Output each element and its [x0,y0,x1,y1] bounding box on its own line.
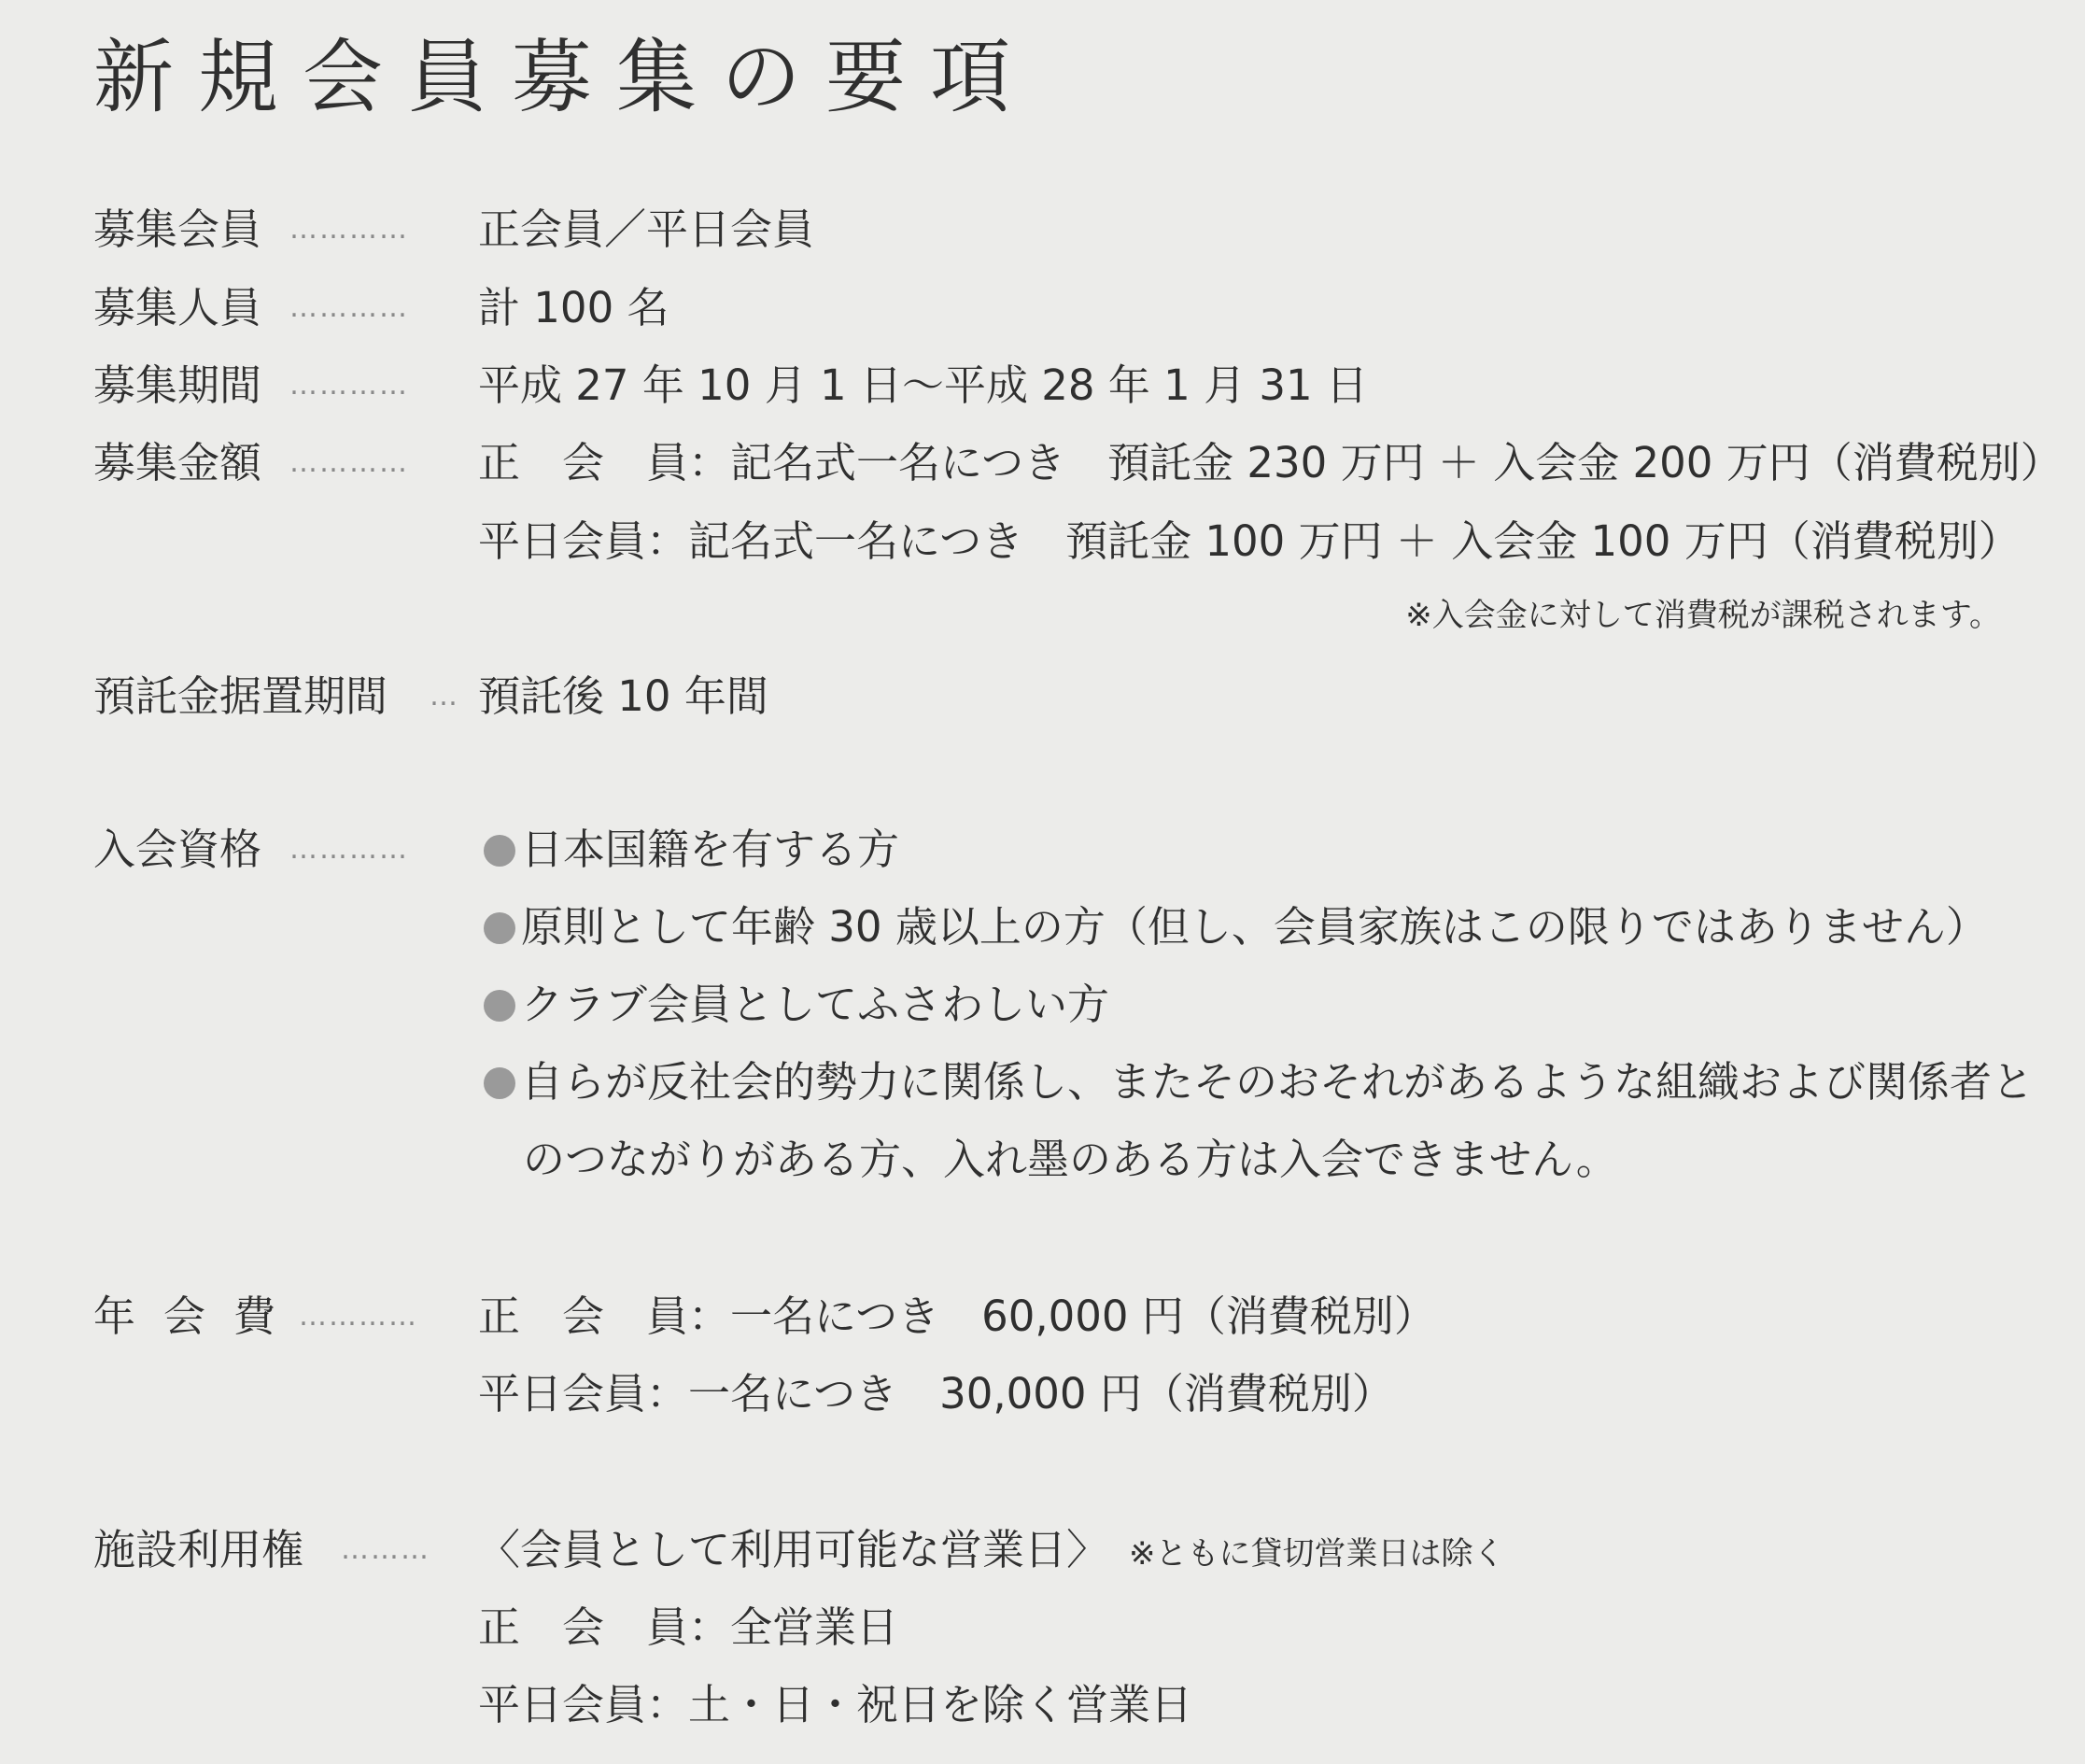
row-recruit-amount [0,435,2085,491]
leader-dots: ………… [289,446,409,479]
bullet-icon [484,912,515,944]
value-amount-weekday: 平日会員：記名式一名につき 預託金 100 万円 ＋ 入会金 100 万円（消費税別） [478,516,2021,566]
bullet-icon [484,835,515,867]
row-recruit-amount-weekday [0,514,2085,570]
row-membership-type [0,202,2085,258]
row-tax-note [0,587,2085,643]
row-annual-fee [0,1289,2085,1345]
row-qualification-4b [0,1132,2085,1188]
value-annual-fee-weekday: 平日会員：一名につき 30,000 円（消費税別） [478,1369,1394,1418]
row-recruit-count [0,280,2085,336]
value-deposit-period: 預託後 10 年間 [478,671,768,721]
qualification-text: 自らが反社会的勢力に関係し、またそのおそれがあるような組織および関係者と [521,1057,2035,1107]
label-annual-fee: 年会費 [93,1291,304,1341]
qualification-item [484,822,899,878]
label-qualification: 入会資格 [93,825,262,874]
row-qualification-3 [0,977,2085,1033]
value-facility-heading [478,1522,1505,1582]
qualification-text: クラブ会員としてふさわしい方 [521,980,1110,1029]
value-recruit-period: 平成 27 年 10 月 1 日～平成 28 年 1 月 31 日 [478,360,1368,410]
page-title: 新規会員募集の要項 [93,31,1035,124]
row-recruit-period [0,358,2085,414]
row-facility-regular [0,1600,2085,1656]
tax-note: ※入会金に対して消費税が課税されます。 [1405,597,2001,634]
row-qualification [0,822,2085,878]
leader-dots: ………… [289,291,409,324]
leader-dots: … [430,680,459,713]
qualification-text: 日本国籍を有する方 [521,825,900,874]
label-recruit-period: 募集期間 [93,360,262,410]
leader-dots: ………… [289,369,409,402]
qualification-item [484,977,1109,1033]
value-recruit-count: 計 100 名 [478,283,669,332]
row-qualification-2 [0,899,2085,955]
value-membership-type: 正会員／平日会員 [478,205,815,254]
facility-heading: 〈会員として利用可能な営業日〉 [478,1525,1109,1574]
value-amount-regular: 正 会 員：記名式一名につき 預託金 230 万円 ＋ 入会金 200 万円（消費税別） [478,438,2063,487]
value-facility-regular: 正 会 員：全営業日 [478,1602,899,1652]
value-annual-fee-regular: 正 会 員：一名につき 60,000 円（消費税別） [478,1291,1436,1341]
qualification-continuation: のつながりがある方、入れ墨のある方は入会できません。 [523,1135,1618,1184]
bullet-icon [484,1067,515,1099]
leader-dots: ………… [289,833,409,866]
row-qualification-4 [0,1054,2085,1110]
leader-dots: ………… [299,1300,418,1333]
facility-note: ※ともに貸切営業日は除く [1129,1535,1505,1573]
leader-dots: ……… [341,1533,430,1566]
value-facility-weekday: 平日会員：土・日・祝日を除く営業日 [478,1680,1193,1729]
label-recruit-amount: 募集金額 [93,438,262,487]
row-facility-rights [0,1522,2085,1578]
qualification-item [484,899,1988,955]
qualification-text: 原則として年齢 30 歳以上の方（但し、会員家族はこの限りではありません） [521,902,1988,952]
row-deposit-period [0,669,2085,725]
bullet-icon [484,990,515,1022]
leader-dots: ………… [289,213,409,246]
label-facility-rights: 施設利用権 [93,1525,304,1574]
label-recruit-count: 募集人員 [93,283,262,332]
label-deposit-period: 預託金据置期間 [93,671,388,721]
row-facility-weekday [0,1677,2085,1733]
row-annual-fee-weekday [0,1366,2085,1422]
qualification-item [484,1054,2034,1110]
label-membership-type: 募集会員 [93,205,262,254]
